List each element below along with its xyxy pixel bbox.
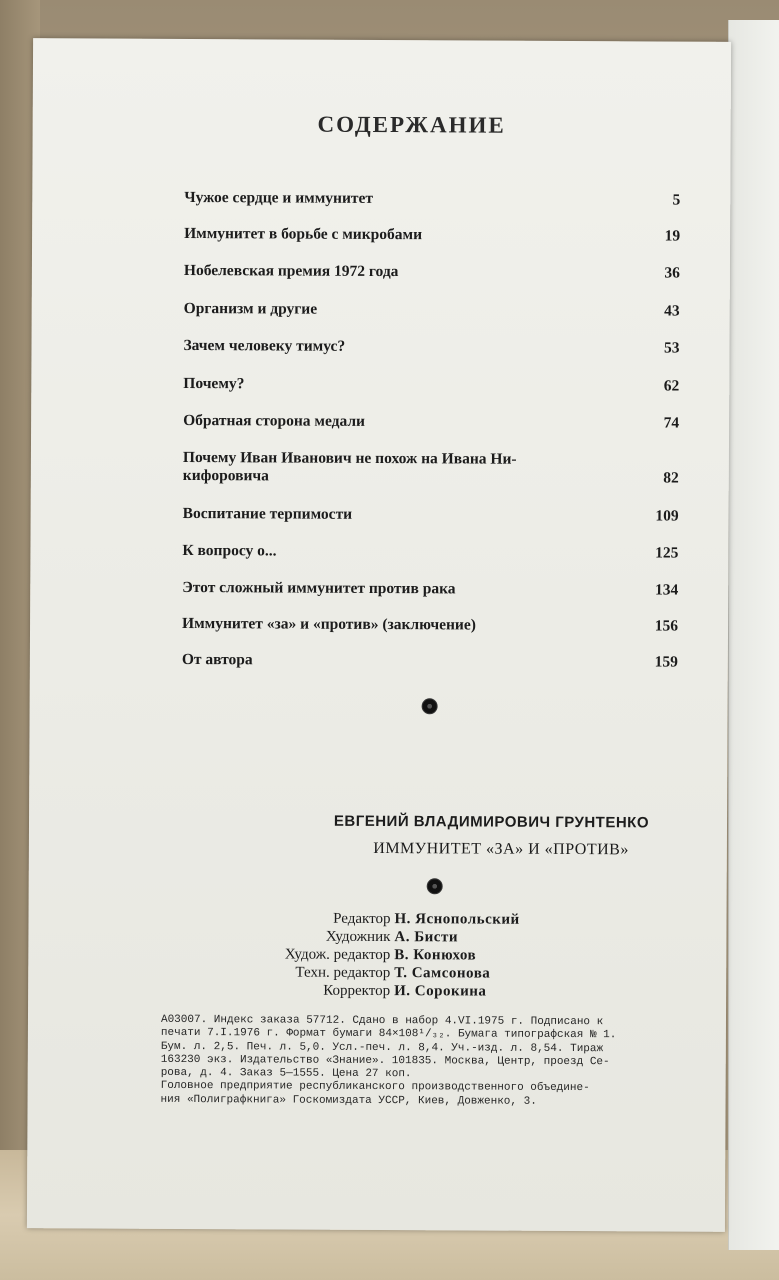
toc-entry-title: Этот сложный иммунитет против рака xyxy=(182,578,456,598)
toc-entry-title: От автора xyxy=(181,650,253,669)
toc-entry-title: Воспитание терпимости xyxy=(182,504,353,523)
toc-entry-page: 53 xyxy=(663,339,680,357)
toc-entry-page: 134 xyxy=(654,581,679,599)
toc-entry-page: 19 xyxy=(664,227,681,245)
toc-entry xyxy=(184,225,680,246)
fine-print-line: А03007. Индекс заказа 57712. Сдано в набор 4.VI.1975 г. Подписано к xyxy=(160,1013,604,1029)
toc-entry xyxy=(183,375,679,396)
toc-entry-title: Чужое сердце и иммунитет xyxy=(184,188,374,207)
toc-entry-title: К вопросу о... xyxy=(182,541,277,560)
toc-entry-page: 109 xyxy=(655,507,679,525)
toc-entry-page: 62 xyxy=(663,377,680,395)
ornament-dot-icon xyxy=(422,698,438,714)
author-name: ЕВГЕНИЙ ВЛАДИМИРОВИЧ ГРУНТЕНКО xyxy=(333,812,650,832)
adjacent-page-edge xyxy=(728,20,779,1250)
toc-entry-page: 74 xyxy=(663,414,680,432)
ornament-dot-icon xyxy=(427,878,443,894)
toc-entry-title: Иммунитет «за» и «против» (заключение) xyxy=(182,614,476,634)
toc-entry xyxy=(184,189,680,210)
toc-entry xyxy=(183,412,679,433)
publication-details xyxy=(161,1014,706,1110)
credit-name: Т. Самсонова xyxy=(394,965,491,982)
toc-entry-title: Нобелевская премия 1972 года xyxy=(183,261,399,281)
toc-entry-page: 43 xyxy=(664,302,680,320)
toc-entry-page: 82 xyxy=(663,469,679,487)
credit-role: Художник xyxy=(325,928,391,946)
fine-print-line: Бум. л. 2,5. Печ. л. 5,0. Усл.-печ. л. 8,4. Уч.-изд. л. 8,54. Тираж xyxy=(160,1040,604,1055)
toc-entry-title: Иммунитет в борьбе с микробами xyxy=(184,224,423,244)
credit-role: Техн. редактор xyxy=(295,964,391,982)
table-of-contents xyxy=(181,188,681,671)
toc-entry-title: Зачем человеку тимус? xyxy=(183,336,346,355)
toc-entry-title: Почему? xyxy=(183,374,245,393)
contents-title: СОДЕРЖАНИЕ xyxy=(317,111,506,138)
toc-entry-title-continuation: кифоровича xyxy=(182,466,270,485)
fine-print-line: рова, д. 4. Заказ 5—1555. Цена 27 коп. xyxy=(160,1067,412,1081)
credit-row xyxy=(258,909,578,929)
fine-print-line: ния «Полиграфкнига» Госкомиздата УССР, Киев, Довженко, 3. xyxy=(160,1093,537,1108)
credit-role: Редактор xyxy=(333,910,391,928)
toc-entry-page: 5 xyxy=(672,191,681,209)
toc-entry xyxy=(182,651,678,672)
credit-row xyxy=(258,963,578,983)
fine-print-line: печати 7.I.1976 г. Формат бумаги 84×108¹/₃₂. Бумага типографская № 1. xyxy=(160,1027,617,1042)
credit-role: Худож. редактор xyxy=(284,946,391,964)
toc-entry xyxy=(183,337,679,358)
fine-print-line: 163230 экз. Издательство «Знание». 101835. Москва, Центр, проезд Се- xyxy=(160,1053,610,1069)
toc-entry xyxy=(182,579,678,600)
toc-entry-title: Организм и другие xyxy=(183,299,318,318)
toc-entry xyxy=(183,505,679,526)
toc-entry xyxy=(184,262,680,283)
credit-name: И. Сорокина xyxy=(394,983,487,1000)
credit-name: А. Бисти xyxy=(394,929,459,946)
toc-entry xyxy=(184,300,680,321)
book-page xyxy=(27,38,731,1232)
toc-entry-title: Почему Иван Иванович не похож на Ивана Ни- xyxy=(182,448,517,468)
credit-name: Н. Яснопольский xyxy=(394,911,520,928)
toc-entry xyxy=(182,615,678,636)
credit-role: Корректор xyxy=(323,982,391,1000)
toc-entry-page: 159 xyxy=(654,653,678,671)
toc-entry-page: 156 xyxy=(654,617,679,635)
toc-entry-page: 125 xyxy=(655,544,679,562)
toc-entry xyxy=(183,449,679,488)
book-title: ИММУНИТЕТ «ЗА» И «ПРОТИВ» xyxy=(373,839,629,859)
toc-entry-page: 36 xyxy=(664,264,680,282)
credits-block xyxy=(258,909,578,1001)
credit-row xyxy=(258,927,578,947)
fine-print-line: Головное предприятие республиканского производственного объедине- xyxy=(160,1080,590,1095)
credit-row xyxy=(258,945,578,965)
credit-row xyxy=(258,981,578,1001)
credit-name: В. Конюхов xyxy=(394,947,477,964)
toc-entry-title: Обратная сторона медали xyxy=(183,411,366,430)
toc-entry xyxy=(182,542,678,563)
